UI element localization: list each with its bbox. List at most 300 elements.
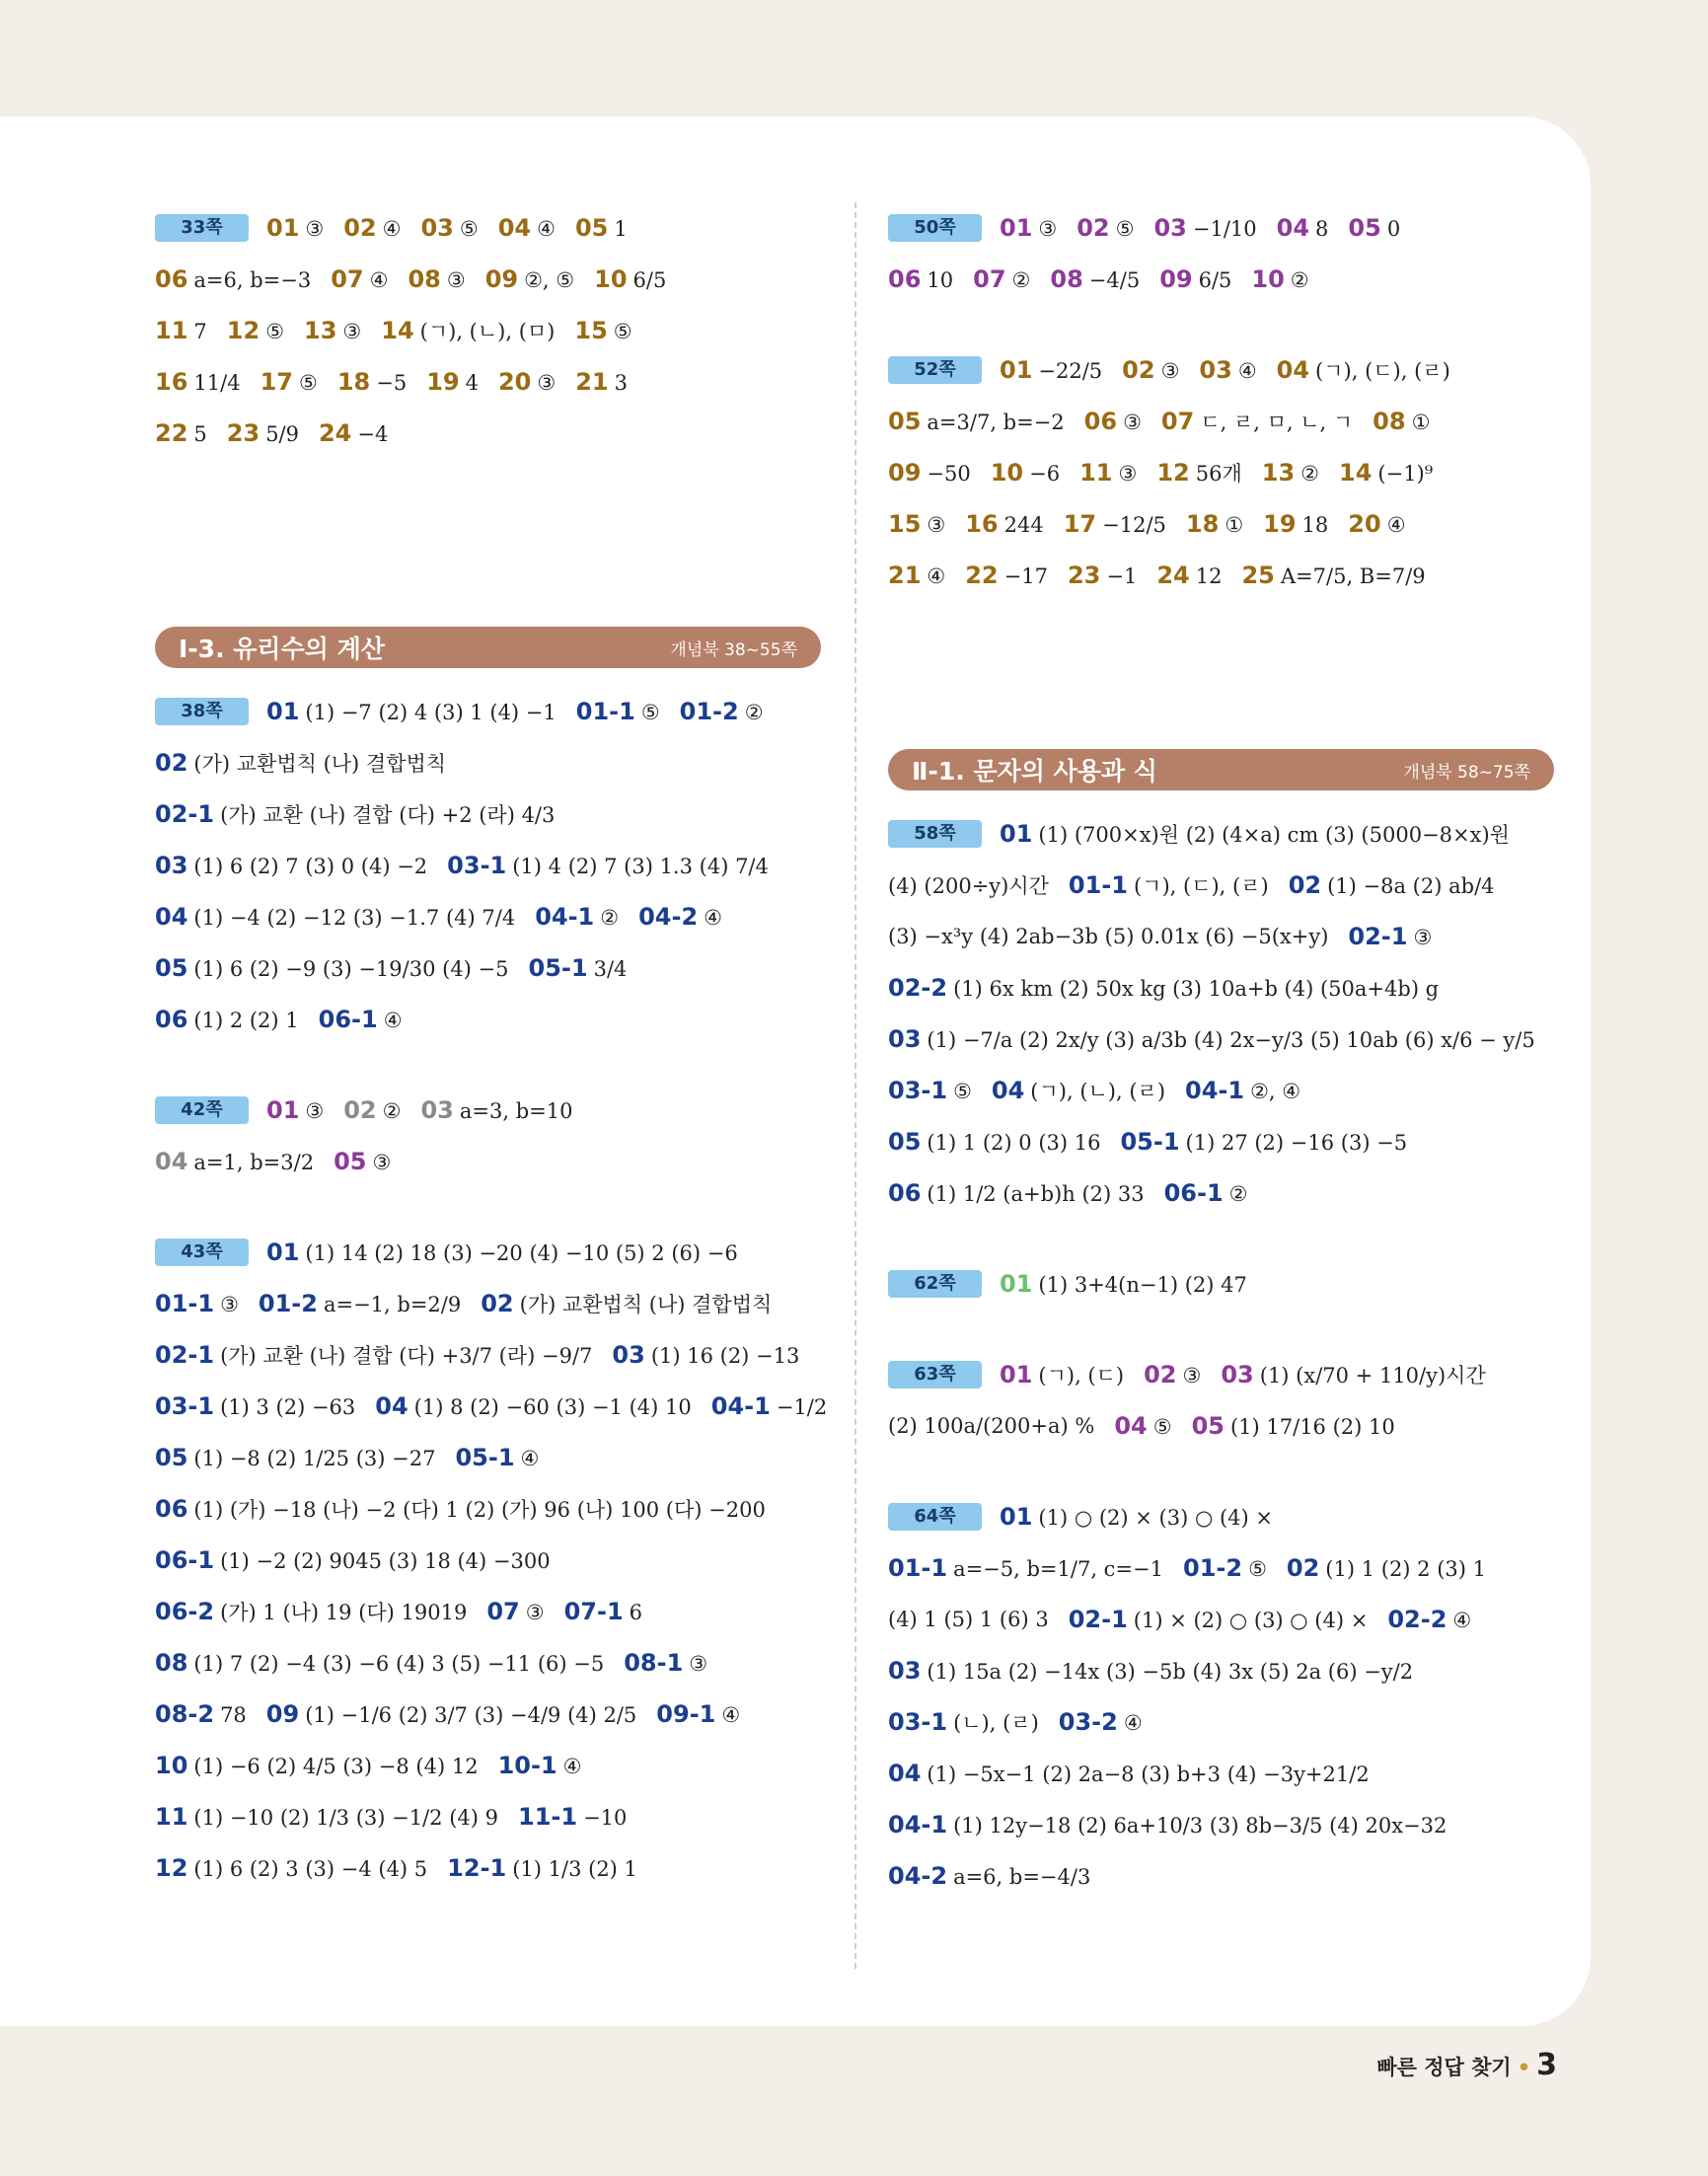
question-number: 02 bbox=[1077, 214, 1110, 242]
question-number: 04 bbox=[888, 1760, 922, 1787]
answer-value: (1) −8a (2) ab/4 bbox=[1327, 874, 1495, 898]
answer-value: 78 bbox=[220, 1703, 247, 1727]
footer-dot: • bbox=[1517, 2056, 1531, 2079]
answer-value: ④ bbox=[1237, 359, 1257, 383]
question-number: 24 bbox=[1156, 562, 1190, 589]
answer-value: (4) 1 (5) 1 (6) 3 bbox=[888, 1608, 1049, 1631]
question-number: 04 bbox=[991, 1077, 1025, 1104]
answer-item bbox=[1161, 407, 1353, 436]
question-number: 03 bbox=[1199, 356, 1232, 384]
page-tag: 38쪽 bbox=[155, 698, 249, 725]
answer-value: A=7/5, B=7/9 bbox=[1280, 564, 1426, 588]
answer-item bbox=[155, 1700, 247, 1728]
answer-value: (1) −10 (2) 1/3 (3) −1/2 (4) 9 bbox=[193, 1806, 498, 1830]
answer-row bbox=[888, 860, 1554, 911]
question-number: 05-1 bbox=[1120, 1128, 1180, 1156]
answer-item bbox=[447, 1854, 637, 1882]
answer-item bbox=[888, 1128, 1100, 1156]
answer-item bbox=[888, 974, 1439, 1002]
answer-value: (3) −x³y (4) 2ab−3b (5) 0.01x (6) −5(x+y) bbox=[888, 925, 1329, 948]
answer-value: (1) 14 (2) 18 (3) −20 (4) −10 (5) 2 (6) −6 bbox=[305, 1241, 738, 1265]
block-62 bbox=[888, 1258, 1554, 1310]
question-number: 03-1 bbox=[888, 1708, 948, 1736]
question-number: 01-2 bbox=[1183, 1554, 1243, 1582]
answer-value: −4 bbox=[357, 422, 389, 446]
question-number: 17 bbox=[1063, 510, 1097, 538]
question-number: 04 bbox=[1114, 1412, 1148, 1440]
answer-value: 0 bbox=[1386, 217, 1401, 241]
question-number: 06 bbox=[155, 265, 188, 293]
question-number: 09 bbox=[888, 459, 922, 487]
answer-item bbox=[227, 317, 284, 344]
answer-value: (1) 3 (2) −63 bbox=[220, 1395, 356, 1419]
answer-item bbox=[888, 1025, 1535, 1053]
answer-item bbox=[1263, 510, 1328, 538]
answer-value: (1) 17/16 (2) 10 bbox=[1229, 1415, 1395, 1439]
answer-value: (1) 8 (2) −60 (3) −1 (4) 10 bbox=[413, 1395, 692, 1419]
question-number: 18 bbox=[1185, 510, 1220, 538]
question-number: 05 bbox=[888, 408, 922, 435]
answer-value: (1) 27 (2) −16 (3) −5 bbox=[1185, 1131, 1408, 1155]
question-number: 05 bbox=[1348, 214, 1381, 242]
answer-value: ③ bbox=[342, 320, 362, 343]
answer-row bbox=[155, 1085, 821, 1136]
section-reference: 개념북 58~75쪽 bbox=[1403, 762, 1530, 783]
question-number: 09-1 bbox=[656, 1700, 716, 1728]
question-number: 02 bbox=[343, 1096, 377, 1124]
answer-row bbox=[888, 1349, 1554, 1400]
question-number: 02-1 bbox=[1068, 1606, 1128, 1633]
question-number: 10 bbox=[1251, 265, 1285, 293]
answer-value: ④ bbox=[1123, 1711, 1143, 1735]
answer-row bbox=[888, 1799, 1554, 1850]
answer-item bbox=[155, 368, 241, 396]
answer-item bbox=[155, 1597, 467, 1626]
question-number: 06-1 bbox=[318, 1006, 378, 1033]
page-tag: 62쪽 bbox=[888, 1270, 982, 1298]
answer-value: ③ bbox=[537, 371, 557, 395]
answer-value: (1) 4 (2) 7 (3) 1.3 (4) 7/4 bbox=[512, 855, 769, 878]
question-number: 08 bbox=[1050, 265, 1083, 293]
answer-item bbox=[1387, 1606, 1471, 1633]
answer-row bbox=[155, 840, 821, 891]
answer-value: (1) −7/a (2) 2x/y (3) a/3b (4) 2x−y/3 (5) 10ab (6) x/6 − y/5 bbox=[927, 1028, 1535, 1052]
answer-value: a=1, b=3/2 bbox=[193, 1151, 315, 1174]
question-number: 04-1 bbox=[1185, 1077, 1245, 1104]
answer-item bbox=[888, 265, 953, 293]
answer-item bbox=[155, 1290, 239, 1317]
answer-value: (1) 7 (2) −4 (3) −6 (4) 3 (5) −11 (6) −5 bbox=[193, 1652, 605, 1676]
answer-item bbox=[575, 368, 628, 396]
question-number: 05-1 bbox=[528, 954, 588, 982]
answer-item bbox=[266, 1096, 324, 1124]
answer-item bbox=[888, 870, 1049, 900]
question-number: 01 bbox=[266, 1096, 300, 1124]
answer-item bbox=[1164, 1179, 1248, 1207]
answer-value: ③ bbox=[305, 217, 325, 241]
answer-item bbox=[1156, 458, 1241, 488]
answer-row bbox=[155, 305, 821, 356]
answer-value: (1) 6x km (2) 50x kg (3) 10a+b (4) (50a+4b) g bbox=[953, 977, 1440, 1001]
question-number: 01 bbox=[1000, 820, 1033, 848]
answer-value: ③ bbox=[305, 1099, 325, 1123]
answer-value: 12 bbox=[1195, 564, 1223, 588]
answer-value: a=3, b=10 bbox=[459, 1099, 573, 1123]
answer-value: (1) 16 (2) −13 bbox=[650, 1344, 800, 1368]
question-number: 10-1 bbox=[497, 1752, 557, 1779]
question-number: 03 bbox=[1221, 1361, 1254, 1388]
answer-value: ④ bbox=[537, 217, 556, 241]
question-number: 02-1 bbox=[155, 800, 215, 828]
question-number: 04-2 bbox=[638, 903, 699, 931]
answer-item bbox=[266, 1700, 637, 1728]
answer-value: −1 bbox=[1106, 564, 1138, 588]
answer-item bbox=[965, 510, 1044, 538]
answer-item bbox=[266, 214, 324, 242]
answer-item bbox=[711, 1392, 827, 1420]
question-number: 07 bbox=[486, 1598, 520, 1625]
answer-row bbox=[155, 1483, 821, 1535]
answer-item bbox=[1059, 1708, 1143, 1736]
question-number: 14 bbox=[381, 317, 414, 344]
answer-row bbox=[888, 1491, 1554, 1542]
answer-item bbox=[155, 1148, 314, 1175]
answer-value: (1) ○ (2) × (3) ○ (4) × bbox=[1038, 1506, 1273, 1530]
answer-value: 7 bbox=[193, 320, 207, 343]
column-divider bbox=[854, 202, 856, 1969]
answer-row bbox=[155, 1329, 821, 1381]
answer-item bbox=[155, 903, 515, 931]
answer-value: −17 bbox=[1003, 564, 1048, 588]
question-number: 14 bbox=[1339, 459, 1373, 487]
answer-value: 5 bbox=[193, 422, 207, 446]
answer-value: ③ bbox=[1182, 1364, 1202, 1388]
answer-value: −1/2 bbox=[776, 1395, 828, 1419]
answer-row bbox=[155, 1688, 821, 1740]
block-64 bbox=[888, 1491, 1554, 1902]
answer-value: (4) (200÷y)시간 bbox=[888, 874, 1049, 898]
answer-value: ④ bbox=[927, 564, 946, 588]
answer-item bbox=[481, 1289, 772, 1318]
question-number: 16 bbox=[965, 510, 999, 538]
answer-value: ④ bbox=[721, 1703, 741, 1727]
answer-value: (1) 1 (2) 2 (3) 1 bbox=[1325, 1557, 1486, 1581]
question-number: 20 bbox=[497, 368, 532, 396]
question-number: 06 bbox=[888, 1179, 922, 1207]
question-number: 07 bbox=[973, 265, 1006, 293]
question-number: 03 bbox=[888, 1025, 922, 1053]
section-banner-2-1 bbox=[888, 749, 1554, 790]
answer-row bbox=[888, 550, 1554, 601]
answer-row bbox=[888, 1850, 1554, 1902]
answer-value: (1) 6 (2) 7 (3) 0 (4) −2 bbox=[193, 855, 428, 878]
answer-item bbox=[1277, 214, 1329, 242]
answer-item bbox=[888, 562, 945, 589]
page-tag: 52쪽 bbox=[888, 356, 982, 384]
answer-value: (1) 12y−18 (2) 6a+10/3 (3) 8b−3/5 (4) 20x−32 bbox=[953, 1814, 1448, 1838]
answer-value: ④ bbox=[520, 1447, 540, 1470]
section-title: Ⅱ-1. 문자의 사용과 식 bbox=[912, 757, 1157, 786]
answer-row bbox=[155, 1136, 821, 1187]
answer-item bbox=[1144, 1361, 1201, 1388]
answer-value: 6/5 bbox=[1198, 268, 1232, 292]
question-number: 01-2 bbox=[679, 698, 739, 725]
answer-value: 5/9 bbox=[265, 422, 299, 446]
answer-item bbox=[155, 954, 509, 982]
answer-item bbox=[888, 1077, 972, 1104]
answer-row bbox=[155, 1842, 821, 1894]
question-number: 04 bbox=[375, 1392, 408, 1420]
answer-row bbox=[888, 254, 1554, 305]
answer-item bbox=[888, 1554, 1163, 1582]
question-number: 12 bbox=[1156, 459, 1190, 487]
question-number: 02-1 bbox=[155, 1341, 215, 1369]
question-number: 09 bbox=[1159, 265, 1193, 293]
answer-item bbox=[965, 562, 1048, 589]
question-number: 16 bbox=[155, 368, 188, 396]
question-number: 25 bbox=[1241, 562, 1275, 589]
answer-item bbox=[1050, 265, 1140, 293]
question-number: 01 bbox=[266, 698, 300, 725]
answer-item bbox=[612, 1341, 799, 1369]
answer-item bbox=[576, 698, 660, 725]
question-number: 03 bbox=[155, 852, 188, 879]
answer-value: ③ bbox=[1038, 217, 1058, 241]
block-33 bbox=[155, 202, 821, 459]
question-number: 21 bbox=[575, 368, 609, 396]
question-number: 03-2 bbox=[1058, 1708, 1118, 1736]
answer-value: 10 bbox=[927, 268, 954, 292]
question-number: 02 bbox=[155, 749, 188, 777]
block-50 bbox=[888, 202, 1554, 305]
question-number: 10 bbox=[990, 459, 1024, 487]
answer-item bbox=[155, 1494, 766, 1524]
question-number: 11-1 bbox=[518, 1803, 578, 1831]
answer-item bbox=[155, 265, 311, 293]
answer-item bbox=[155, 1854, 427, 1882]
answer-item bbox=[575, 214, 628, 242]
answer-value: 11/4 bbox=[193, 371, 241, 395]
answer-item bbox=[1069, 870, 1269, 900]
answer-value: 3 bbox=[614, 371, 628, 395]
answer-value: ③ bbox=[1160, 359, 1180, 383]
answer-item bbox=[155, 1649, 604, 1677]
question-number: 01-1 bbox=[888, 1554, 948, 1582]
answer-value: a=−5, b=1/7, c=−1 bbox=[953, 1557, 1163, 1581]
answer-item bbox=[518, 1803, 627, 1831]
question-number: 07-1 bbox=[563, 1598, 624, 1625]
answer-value: a=−1, b=2/9 bbox=[323, 1293, 462, 1316]
question-number: 09 bbox=[265, 1700, 300, 1728]
answer-item bbox=[680, 698, 764, 725]
answer-value: (1) 15a (2) −14x (3) −5b (4) 3x (5) 2a (6) −y/2 bbox=[927, 1660, 1414, 1684]
question-number: 05 bbox=[574, 214, 609, 242]
answer-value: −22/5 bbox=[1038, 359, 1103, 383]
answer-item bbox=[155, 1803, 498, 1831]
question-number: 11 bbox=[155, 1803, 188, 1831]
answer-value: (가) 교환 (나) 결합 (다) +3/7 (라) −9/7 bbox=[220, 1344, 593, 1368]
question-number: 23 bbox=[1067, 562, 1101, 589]
page-tag: 42쪽 bbox=[155, 1096, 249, 1124]
answer-row bbox=[155, 1637, 821, 1688]
answer-item bbox=[1183, 1554, 1267, 1582]
answer-item bbox=[155, 1546, 551, 1574]
answer-value: 6 bbox=[629, 1601, 643, 1624]
answer-value: −12/5 bbox=[1102, 513, 1166, 537]
question-number: 01-1 bbox=[1068, 871, 1128, 899]
answer-value: ⑤ bbox=[1115, 217, 1135, 241]
answer-row bbox=[888, 911, 1554, 962]
question-number: 04-1 bbox=[710, 1392, 771, 1420]
answer-item bbox=[992, 1076, 1165, 1105]
question-number: 18 bbox=[336, 368, 371, 396]
answer-item bbox=[1077, 214, 1134, 242]
answer-item bbox=[529, 954, 628, 982]
question-number: 09 bbox=[484, 265, 519, 293]
answer-value: 6/5 bbox=[632, 268, 667, 292]
answer-value: ② bbox=[382, 1099, 402, 1123]
answer-item bbox=[1221, 1360, 1485, 1389]
question-number: 08 bbox=[408, 265, 441, 293]
question-number: 19 bbox=[1263, 510, 1297, 538]
question-number: 05 bbox=[155, 954, 188, 982]
question-number: 03-1 bbox=[888, 1077, 948, 1104]
answer-item bbox=[888, 1707, 1039, 1737]
question-number: 02-2 bbox=[888, 974, 948, 1002]
answer-row bbox=[155, 1227, 821, 1278]
question-number: 03 bbox=[612, 1341, 645, 1369]
answer-item bbox=[155, 1444, 435, 1471]
answer-value: (1) −6 (2) 4/5 (3) −8 (4) 12 bbox=[193, 1755, 479, 1778]
answer-row bbox=[888, 1748, 1554, 1799]
question-number: 04-2 bbox=[888, 1862, 948, 1890]
answer-value: ⑤ bbox=[459, 217, 479, 241]
answer-value: (ㄱ), (ㄴ), (ㅁ) bbox=[419, 320, 556, 343]
question-number: 10 bbox=[155, 1752, 188, 1779]
question-number: 06 bbox=[1083, 408, 1118, 435]
answer-row bbox=[888, 202, 1554, 254]
answer-row bbox=[155, 1535, 821, 1586]
answer-value: ② bbox=[600, 906, 620, 930]
question-number: 06-1 bbox=[1163, 1179, 1224, 1207]
answer-row bbox=[155, 356, 821, 408]
answer-item bbox=[888, 459, 971, 487]
page-tag: 63쪽 bbox=[888, 1361, 982, 1388]
question-number: 15 bbox=[888, 510, 922, 538]
answer-value: ② bbox=[1290, 268, 1309, 292]
answer-row bbox=[155, 254, 821, 305]
answer-value: ③ bbox=[927, 513, 946, 537]
answer-item bbox=[155, 1392, 355, 1420]
answer-item bbox=[155, 799, 555, 829]
question-number: 01 bbox=[1000, 356, 1033, 384]
answer-row bbox=[155, 1586, 821, 1637]
answer-value: (1) −1/6 (2) 3/7 (3) −4/9 (4) 2/5 bbox=[305, 1703, 637, 1727]
answer-value: −5 bbox=[376, 371, 408, 395]
answer-item bbox=[535, 903, 619, 931]
answer-value: ⑤ bbox=[1152, 1415, 1172, 1439]
answer-value: (2) 100a/(200+a) % bbox=[888, 1414, 1095, 1438]
answer-item bbox=[337, 368, 407, 396]
question-number: 03-1 bbox=[447, 852, 507, 879]
answer-item bbox=[888, 1760, 1370, 1787]
answer-item bbox=[624, 1649, 707, 1677]
answer-item bbox=[991, 459, 1060, 487]
answer-value: (가) 교환법칙 (나) 결합법칙 bbox=[193, 752, 447, 776]
answer-value: ③ bbox=[1413, 926, 1433, 949]
answer-item bbox=[155, 748, 446, 778]
page-tag: 58쪽 bbox=[888, 820, 982, 848]
answer-item bbox=[1000, 1360, 1124, 1389]
question-number: 02 bbox=[481, 1290, 514, 1317]
answer-item bbox=[343, 214, 401, 242]
answer-item bbox=[656, 1700, 740, 1728]
answer-item bbox=[375, 1392, 691, 1420]
answer-item bbox=[1000, 214, 1057, 242]
answer-item bbox=[1079, 459, 1137, 487]
answer-value: (1) −7 (2) 4 (3) 1 (4) −1 bbox=[305, 701, 557, 724]
question-number: 08 bbox=[155, 1649, 188, 1677]
question-number: 07 bbox=[331, 265, 364, 293]
answer-value: (−1)⁹ bbox=[1377, 462, 1434, 486]
question-number: 07 bbox=[1160, 408, 1195, 435]
question-number: 01 bbox=[266, 214, 300, 242]
answer-item bbox=[1186, 510, 1243, 538]
answer-item bbox=[1262, 459, 1319, 487]
answer-item bbox=[1000, 1503, 1273, 1531]
question-number: 06 bbox=[888, 265, 922, 293]
answer-row bbox=[888, 1167, 1554, 1219]
question-number: 01 bbox=[1000, 214, 1033, 242]
answer-value: ② bbox=[744, 701, 764, 724]
answer-value: ① bbox=[1225, 513, 1244, 537]
answer-value: ③ bbox=[446, 268, 466, 292]
answer-value: (1) 2 (2) 1 bbox=[193, 1009, 299, 1032]
answer-value: ④ bbox=[369, 268, 389, 292]
answer-value: −4/5 bbox=[1088, 268, 1141, 292]
question-number: 12 bbox=[226, 317, 260, 344]
answer-row bbox=[888, 1400, 1554, 1452]
answer-item bbox=[304, 317, 361, 344]
answer-value: 3/4 bbox=[593, 957, 628, 981]
question-number: 23 bbox=[226, 419, 260, 447]
answer-item bbox=[1348, 923, 1432, 950]
left-column bbox=[155, 202, 828, 1894]
question-number: 06 bbox=[155, 1006, 188, 1033]
answer-row bbox=[888, 1116, 1554, 1167]
answer-value: (1) 3+4(n−1) (2) 47 bbox=[1038, 1273, 1247, 1297]
answer-value: (1) −4 (2) −12 (3) −1.7 (4) 7/4 bbox=[193, 906, 516, 930]
question-number: 12-1 bbox=[447, 1854, 507, 1882]
answer-item bbox=[498, 368, 556, 396]
answer-row bbox=[888, 498, 1554, 550]
answer-row bbox=[155, 942, 821, 994]
answer-value: (1) 1 (2) 0 (3) 16 bbox=[927, 1131, 1101, 1155]
answer-value: 8 bbox=[1315, 217, 1329, 241]
answer-value: (1) (x/70 + 110/y)시간 bbox=[1259, 1364, 1486, 1388]
footer-label: 빠른 정답 찾기 bbox=[1376, 2056, 1512, 2079]
question-number: 21 bbox=[888, 562, 922, 589]
answer-item bbox=[1373, 408, 1430, 435]
answer-value: (1) × (2) ○ (3) ○ (4) × bbox=[1133, 1609, 1369, 1632]
answer-item bbox=[1120, 1128, 1407, 1156]
answer-item bbox=[1114, 1412, 1171, 1440]
section-title: Ⅰ-3. 유리수의 계산 bbox=[179, 635, 385, 663]
block-43 bbox=[155, 1227, 828, 1894]
answer-item bbox=[888, 1811, 1447, 1838]
answer-value: 244 bbox=[1003, 513, 1044, 537]
answer-item bbox=[1348, 214, 1400, 242]
